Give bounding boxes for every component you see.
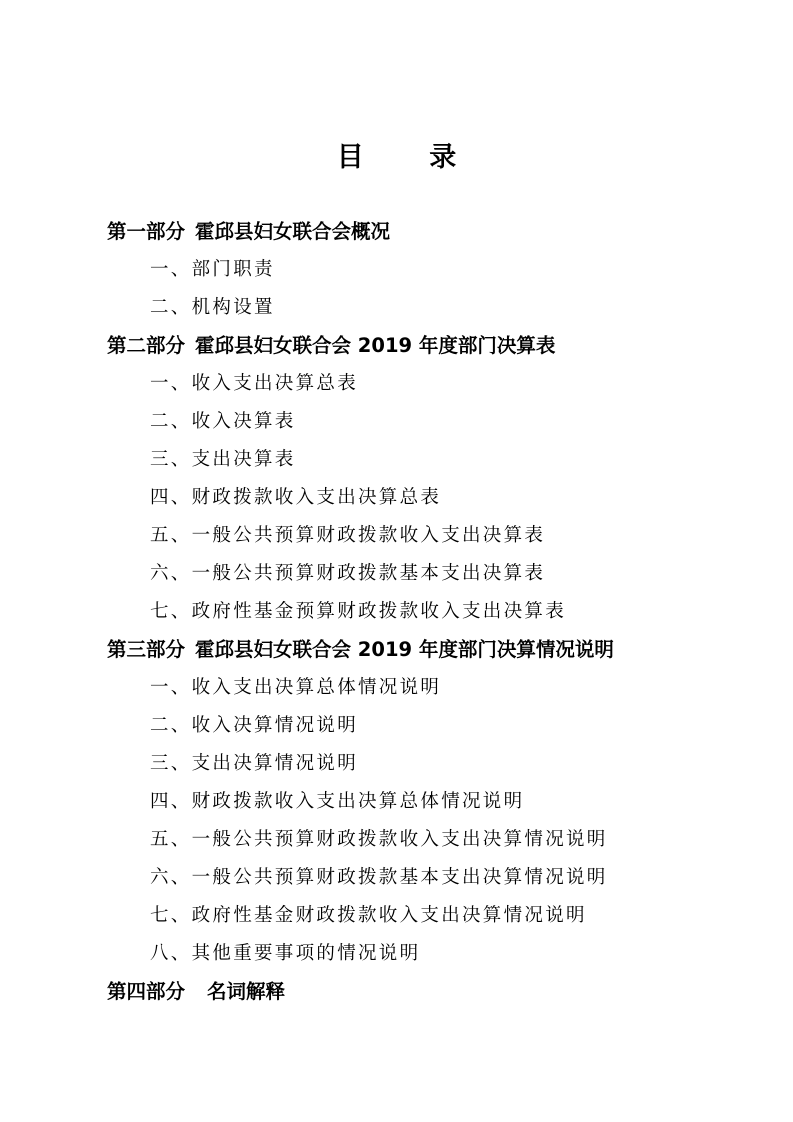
toc-item: 一、收入支出决算总表 xyxy=(150,373,359,394)
toc-item: 七、政府性基金预算财政拨款收入支出决算表 xyxy=(150,601,567,622)
toc-item: 六、一般公共预算财政拨款基本支出决算表 xyxy=(150,563,546,584)
toc-item: 一、收入支出决算总体情况说明 xyxy=(150,677,442,698)
toc-item: 八、其他重要事项的情况说明 xyxy=(150,943,421,964)
toc-item: 一、部门职责 xyxy=(150,259,275,280)
toc-item: 七、政府性基金财政拨款收入支出决算情况说明 xyxy=(150,905,587,926)
toc-item: 四、财政拨款收入支出决算总体情况说明 xyxy=(150,791,525,812)
toc-item: 六、一般公共预算财政拨款基本支出决算情况说明 xyxy=(150,867,608,888)
table-of-contents xyxy=(107,213,747,1011)
toc-item: 三、支出决算表 xyxy=(150,449,296,470)
toc-item: 二、收入决算表 xyxy=(150,411,296,432)
part-heading: 名词解释 xyxy=(207,980,286,1003)
part-label: 第三部分 xyxy=(107,638,186,661)
part-heading: 霍邱县妇女联合会概况 xyxy=(195,220,391,243)
part-heading: 霍邱县妇女联合会 2019 年度部门决算情况说明 xyxy=(195,638,614,661)
part-heading: 霍邱县妇女联合会 2019 年度部门决算表 xyxy=(195,334,556,357)
toc-item: 五、一般公共预算财政拨款收入支出决算情况说明 xyxy=(150,829,608,850)
toc-item: 三、支出决算情况说明 xyxy=(150,753,359,774)
toc-part-1 xyxy=(107,213,747,251)
toc-title: 目 录 xyxy=(336,142,485,173)
part-label: 第二部分 xyxy=(107,334,186,357)
toc-part-3 xyxy=(107,631,747,669)
toc-item: 五、一般公共预算财政拨款收入支出决算表 xyxy=(150,525,546,546)
part-label: 第四部分 xyxy=(107,980,186,1003)
toc-part-4 xyxy=(107,973,747,1011)
toc-item: 二、收入决算情况说明 xyxy=(150,715,359,736)
part-label: 第一部分 xyxy=(107,220,186,243)
toc-item: 二、机构设置 xyxy=(150,297,275,318)
toc-part-2 xyxy=(107,327,747,365)
toc-item: 四、财政拨款收入支出决算总表 xyxy=(150,487,442,508)
